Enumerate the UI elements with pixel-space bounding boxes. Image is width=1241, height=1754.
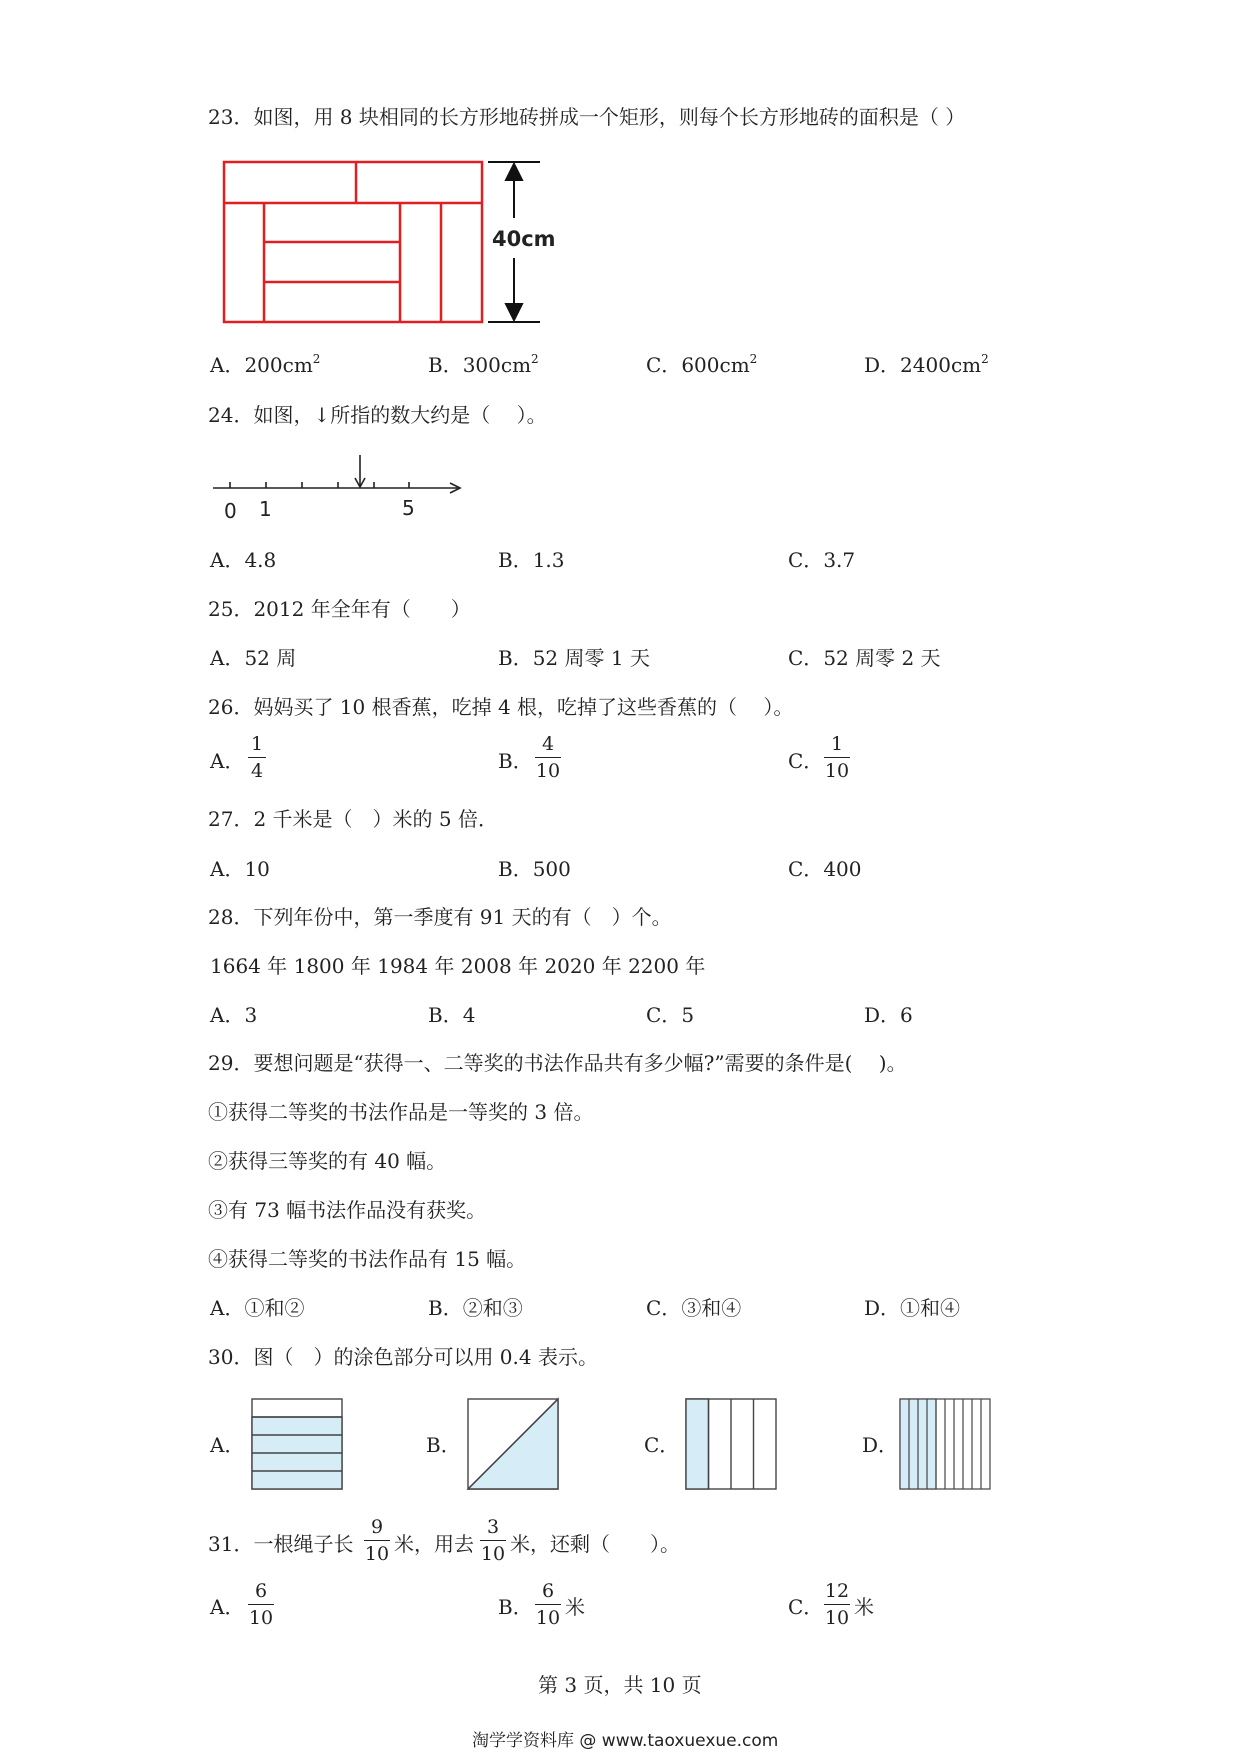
q28-option-b[interactable]: B．4 (428, 1003, 476, 1027)
q29-condition-2: ②获得三等奖的有 40 幅。 (208, 1149, 447, 1173)
q31-used-fraction: 3 10 (480, 1516, 506, 1565)
q24-option-b[interactable]: B．1.3 (498, 548, 565, 572)
q23-stem: 23．如图，用 8 块相同的长方形地砖拼成一个矩形，则每个长方形地砖的面积是（ ） (208, 105, 966, 129)
q25-option-b[interactable]: B．52 周零 1 天 (498, 646, 650, 670)
q24-option-c[interactable]: C．3.7 (788, 548, 856, 572)
q31-option-a-letter[interactable]: A． (210, 1595, 245, 1619)
q27-option-b[interactable]: B．500 (498, 857, 571, 881)
q31-stem-part1: 31．一根绳子长 (208, 1532, 354, 1556)
q31-option-c-fraction[interactable]: 12 10 (824, 1580, 850, 1629)
q29-stem: 29．要想问题是“获得一、二等奖的书法作品共有多少幅?”需要的条件是( )。 (208, 1051, 907, 1075)
q26-option-c-letter[interactable]: C． (788, 749, 824, 773)
q30-figure-a (252, 1399, 342, 1489)
q30-option-a-letter[interactable]: A． (210, 1433, 245, 1457)
q25-option-c[interactable]: C．52 周零 2 天 (788, 646, 941, 670)
q31-stem-part2: 米，用去 (394, 1532, 474, 1556)
q31-length-fraction: 9 10 (364, 1516, 390, 1565)
q23-option-b[interactable]: B．$300cm^2$ (428, 352, 539, 377)
q27-option-c[interactable]: C．400 (788, 857, 862, 881)
q30-option-c-letter[interactable]: C． (644, 1433, 680, 1457)
q26-option-a-fraction[interactable]: 1 4 (248, 733, 266, 782)
q30-stem: 30．图（ ）的涂色部分可以用 0.4 表示。 (208, 1345, 598, 1369)
q24-axis-1: 1 (259, 497, 272, 521)
q30-option-d-letter[interactable]: D． (862, 1433, 899, 1457)
page-footer: 第 3 页，共 10 页 (538, 1673, 702, 1697)
q31-option-b-unit: 米 (565, 1595, 585, 1619)
q29-option-a[interactable]: A．①和② (210, 1296, 305, 1320)
q27-stem: 27．2 千米是（ ）米的 5 倍． (208, 807, 498, 831)
q28-years: 1664 年 1800 年 1984 年 2008 年 2020 年 2200 年 (210, 954, 706, 978)
q31-option-b-letter[interactable]: B． (498, 1595, 533, 1619)
q27-option-a[interactable]: A．10 (210, 857, 270, 881)
q26-option-c-fraction[interactable]: 1 10 (824, 733, 850, 782)
q24-option-a[interactable]: A．4.8 (210, 548, 277, 572)
q29-condition-4: ④获得二等奖的书法作品有 15 幅。 (208, 1247, 527, 1271)
q24-axis-0: 0 (224, 499, 237, 523)
q23-option-c[interactable]: C．$600cm^2$ (646, 352, 758, 377)
q28-option-a[interactable]: A．3 (210, 1003, 258, 1027)
q23-option-a[interactable]: A．$200cm^2$ (210, 352, 321, 377)
q29-option-b[interactable]: B．②和③ (428, 1296, 523, 1320)
q25-stem: 25．2012 年全年有（ ） (208, 597, 471, 621)
q28-option-d[interactable]: D．6 (864, 1003, 913, 1027)
q31-option-c-letter[interactable]: C． (788, 1595, 824, 1619)
q29-condition-3: ③有 73 幅书法作品没有获奖。 (208, 1198, 487, 1222)
q26-stem: 26．妈妈买了 10 根香蕉，吃掉 4 根，吃掉了这些香蕉的（ ）。 (208, 695, 794, 719)
q31-stem-part3: 米，还剩（ ）。 (510, 1532, 680, 1556)
q31-option-c-unit: 米 (854, 1595, 874, 1619)
q24-stem: 24．如图，↓所指的数大约是（ ）。 (208, 403, 547, 427)
q31-option-b-fraction[interactable]: 6 10 (535, 1580, 561, 1629)
watermark: 淘学学资料库 @ www.taoxuexue.com (472, 1731, 779, 1751)
q25-option-a[interactable]: A．52 周 (210, 646, 297, 670)
q28-option-c[interactable]: C．5 (646, 1003, 695, 1027)
q30-figure-b (468, 1399, 558, 1489)
q26-option-b-letter[interactable]: B． (498, 749, 533, 773)
q30-option-b-letter[interactable]: B． (426, 1433, 461, 1457)
q24-axis-5: 5 (402, 496, 415, 520)
q26-option-b-fraction[interactable]: 4 10 (535, 733, 561, 782)
q29-option-c[interactable]: C．③和④ (646, 1296, 742, 1320)
q29-option-d[interactable]: D．①和④ (864, 1296, 961, 1320)
q30-figure-c (686, 1399, 776, 1489)
q31-option-a-fraction[interactable]: 6 10 (248, 1580, 274, 1629)
q26-option-a-letter[interactable]: A． (210, 749, 245, 773)
q28-stem: 28．下列年份中，第一季度有 91 天的有（ ）个。 (208, 905, 672, 929)
q23-option-d[interactable]: D．$2400cm^2$ (864, 352, 989, 377)
q23-dim-label: 40cm (492, 227, 556, 251)
q29-condition-1: ①获得二等奖的书法作品是一等奖的 3 倍。 (208, 1100, 594, 1124)
q30-figure-d (900, 1399, 990, 1489)
